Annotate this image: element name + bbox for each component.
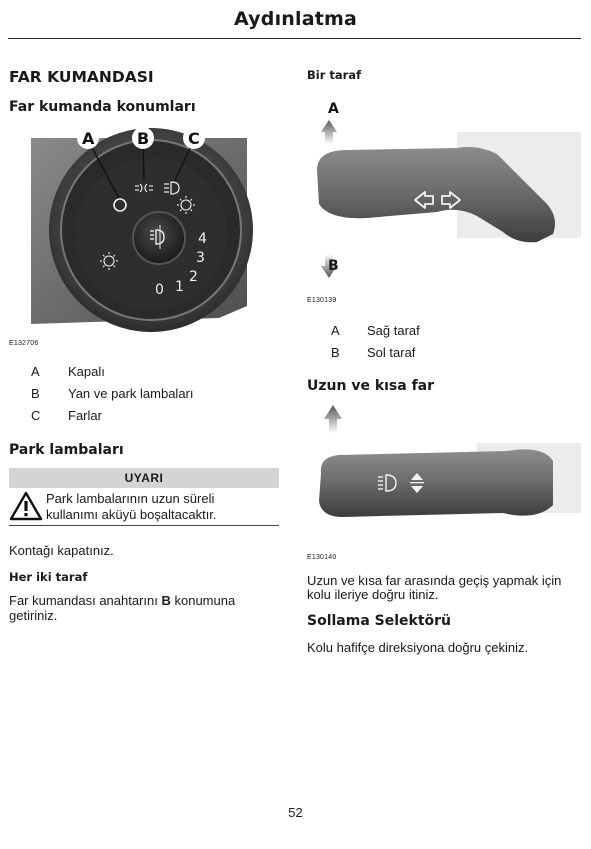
position-label: Farlar (68, 408, 102, 423)
turn-signal-stalk-figure (307, 94, 583, 284)
callout-c: C (188, 129, 200, 148)
beam-text-line1: Uzun ve kısa far arasında geçiş yapmak için (307, 573, 562, 588)
warning-divider (9, 525, 279, 526)
both-sides-title: Her iki taraf (9, 570, 88, 584)
push-forward-arrow-icon (324, 405, 342, 433)
callout-b: B (137, 129, 150, 148)
warning-heading: UYARI (9, 468, 279, 488)
subsection-title: Far kumanda konumları (9, 99, 196, 115)
dial-number-1: 1 (175, 279, 184, 295)
label-a: A (328, 101, 339, 117)
warning-text-line2: kullanımı aküyü boşaltacaktır. (46, 507, 217, 522)
fog-lamp-knob (133, 212, 185, 264)
callout-a: A (82, 129, 95, 148)
page-number: 52 (288, 805, 303, 820)
position-row-b (31, 386, 271, 402)
dial-number-4: 4 (198, 231, 207, 247)
both-sides-instruction-line2: getiriniz. (9, 608, 58, 623)
page-title: Aydınlatma (233, 8, 358, 30)
figure-code-e130139: E130139 (307, 297, 337, 304)
beam-text-line2: kolu ileriye doğru itiniz. (307, 587, 439, 602)
position-label: Kapalı (68, 364, 105, 379)
flash-text: Kolu hafifçe direksiyona doğru çekiniz. (307, 640, 529, 655)
one-side-title: Bir taraf (307, 68, 362, 82)
figure-code-e130140: E130140 (307, 554, 337, 561)
arrow-up-icon (321, 120, 337, 144)
beam-stalk-figure (307, 405, 583, 530)
side-label: Sağ taraf (367, 323, 420, 338)
figure-code-e132706: E132706 (9, 340, 39, 347)
warning-text-line1: Park lambalarının uzun süreli (46, 491, 215, 506)
beam-title: Uzun ve kısa far (307, 378, 435, 394)
position-row-a (31, 364, 271, 380)
position-b-reference: B (161, 593, 171, 608)
side-key: A (331, 323, 340, 338)
title-divider (8, 38, 581, 39)
position-key: A (31, 364, 40, 379)
dial-number-0: 0 (155, 282, 164, 298)
dial-number-2: 2 (189, 269, 198, 285)
ignition-instruction: Kontağı kapatınız. (9, 543, 114, 558)
position-key: C (31, 408, 41, 423)
flash-title: Sollama Selektörü (307, 613, 452, 629)
light-switch-figure (9, 126, 281, 350)
section-title: FAR KUMANDASI (9, 68, 154, 86)
both-sides-instruction-line1 (9, 593, 235, 608)
beam-stalk (319, 449, 553, 517)
side-row-a (331, 323, 571, 339)
warning-triangle-icon (9, 491, 43, 521)
side-key: B (331, 345, 340, 360)
position-row-c (31, 408, 271, 424)
instruction-text: Far kumandası anahtarını (9, 593, 162, 608)
side-row-b (331, 345, 571, 361)
side-label: Sol taraf (367, 345, 416, 360)
dial-number-3: 3 (196, 250, 205, 266)
instruction-text: konumuna (170, 593, 236, 608)
position-label: Yan ve park lambaları (68, 386, 194, 401)
park-lamps-title: Park lambaları (9, 442, 124, 458)
position-key: B (31, 386, 40, 401)
label-b: B (328, 258, 339, 274)
